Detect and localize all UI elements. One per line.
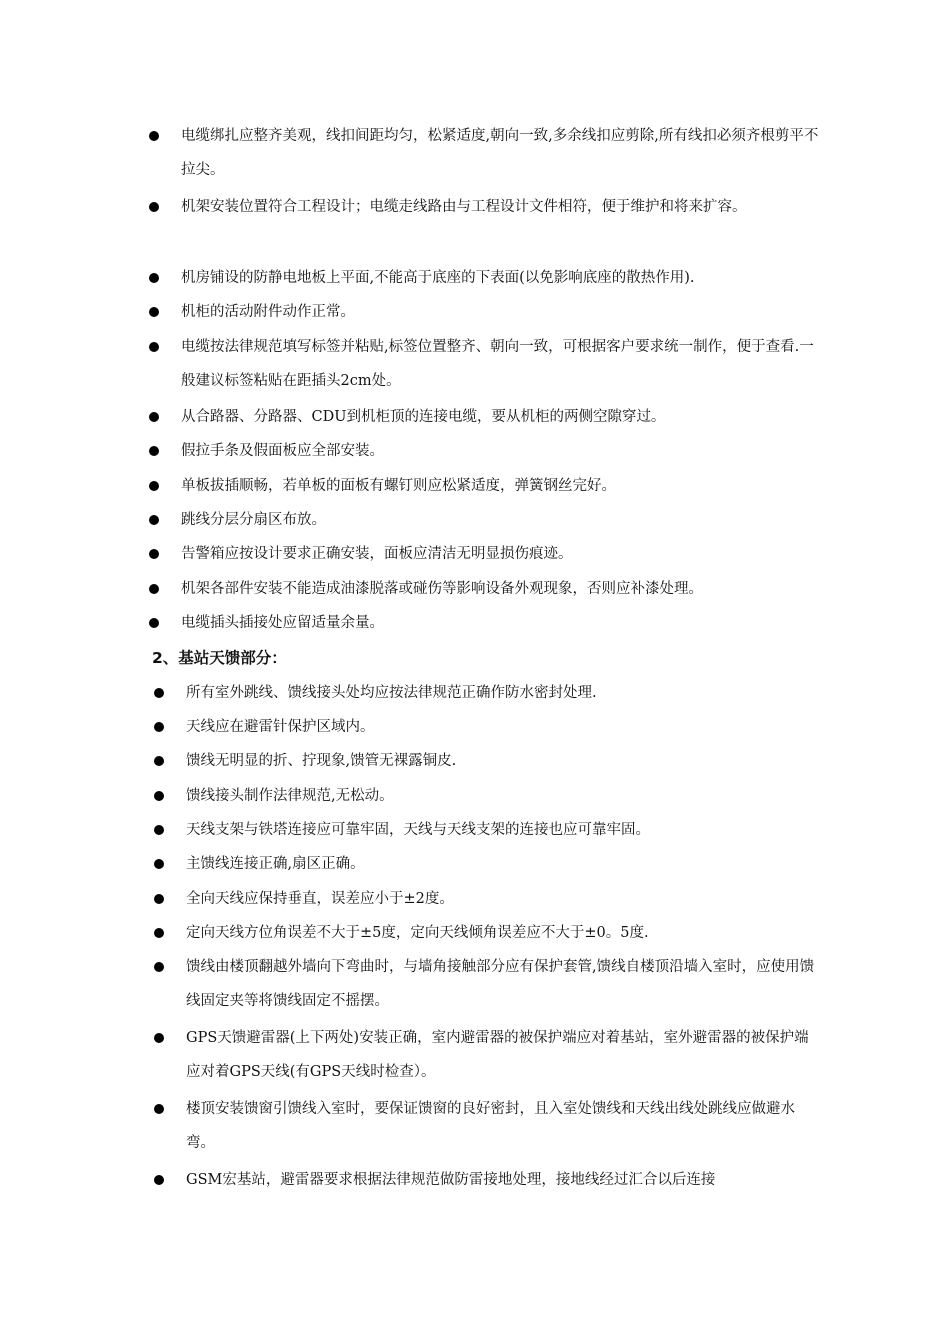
bullet-icon	[154, 894, 164, 904]
list-item	[186, 744, 816, 778]
bullet-icon	[154, 756, 164, 766]
bullet-icon	[149, 584, 159, 594]
list-item	[186, 779, 816, 813]
list-item	[181, 295, 821, 329]
list-item-text: 馈线接头制作法律规范,无松动。	[186, 788, 394, 804]
bullet-icon	[154, 1033, 164, 1043]
list-item-text: 从合路器、分路器、CDU到机柜顶的连接电缆，要从机柜的两侧空隙穿过。	[181, 409, 666, 425]
bullet-icon	[154, 722, 164, 732]
list-item	[181, 537, 821, 571]
list-item-text: 楼顶安装馈窗引馈线入室时，要保证馈窗的良好密封，且入室处馈线和天线出线处跳线应做避水弯。	[186, 1101, 795, 1151]
list-item	[181, 261, 821, 295]
list-item	[181, 190, 821, 224]
bullet-icon	[149, 515, 159, 525]
bullet-icon	[149, 618, 159, 628]
bullet-icon	[154, 1104, 164, 1114]
list-item	[181, 606, 821, 640]
list-item-text: 电缆按法律规范填写标签并粘贴,标签位置整齐、朝向一致，可根据客户要求统一制作，便于查看.一般建议标签粘贴在距插头2cm处。	[181, 339, 814, 389]
bullet-icon	[149, 446, 159, 456]
bullet-icon	[154, 688, 164, 698]
list-item-text: 电缆插头插接处应留适量余量。	[181, 615, 384, 631]
bullet-icon	[149, 273, 159, 283]
list-item	[186, 1092, 816, 1160]
list-item-text: 机房铺设的防静电地板上平面,不能高于底座的下表面(以免影响底座的散热作用).	[181, 270, 695, 286]
list-item	[186, 710, 816, 744]
list-item	[186, 1163, 816, 1197]
list-item	[186, 813, 816, 847]
bullet-icon	[149, 202, 159, 212]
list-item	[186, 847, 816, 881]
list-item-text: GSM宏基站，避雷器要求根据法律规范做防雷接地处理，接地线经过汇合以后连接	[186, 1172, 716, 1188]
list-item	[186, 676, 816, 710]
list-item-text: 天线支架与铁塔连接应可靠牢固，天线与天线支架的连接也应可靠牢固。	[186, 822, 650, 838]
list-item-text: 告警箱应按设计要求正确安装，面板应清洁无明显损伤痕迹。	[181, 546, 573, 562]
list-item	[186, 916, 816, 950]
bullet-icon	[154, 859, 164, 869]
bullet-icon	[149, 412, 159, 422]
bullet-icon	[154, 791, 164, 801]
list-item-text: 电缆绑扎应整齐美观，线扣间距均匀，松紧适度,朝向一致,多余线扣应剪除,所有线扣必须齐根剪平不拉尖。	[181, 128, 819, 178]
bullet-icon	[149, 481, 159, 491]
list-item-text: 天线应在避雷针保护区域内。	[186, 719, 375, 735]
list-item	[181, 330, 821, 398]
list-item	[181, 572, 821, 606]
list-item-text: 单板拔插顺畅，若单板的面板有螺钉则应松紧适度，弹簧钢丝完好。	[181, 478, 616, 494]
bullet-icon	[149, 549, 159, 559]
list-item	[181, 469, 821, 503]
bullet-icon	[154, 825, 164, 835]
list-item-text: 机架各部件安装不能造成油漆脱落或碰伤等影响设备外观现象，否则应补漆处理。	[181, 581, 703, 597]
list-item-text: 所有室外跳线、馈线接头处均应按法律规范正确作防水密封处理.	[186, 685, 597, 701]
list-item-text: 全向天线应保持垂直，误差应小于±2度。	[186, 891, 454, 907]
list-item-text: 主馈线连接正确,扇区正确。	[186, 856, 365, 872]
bullet-icon	[154, 928, 164, 938]
list-item-text: 机柜的活动附件动作正常。	[181, 304, 355, 320]
list-item-text: 机架安装位置符合工程设计；电缆走线路由与工程设计文件相符，便于维护和将来扩容。	[181, 199, 747, 215]
list-item-text: 馈线无明显的折、拧现象,馈管无裸露铜皮.	[186, 753, 457, 769]
list-item-text: 定向天线方位角误差不大于±5度，定向天线倾角误差应不大于±0。5度.	[186, 925, 649, 941]
list-item-text: GPS天馈避雷器(上下两处)安装正确，室内避雷器的被保护端应对着基站，室外避雷器的被保护端应对着GPS天线(有GPS天线时检查）。	[186, 1030, 809, 1080]
section-heading: 2、基站天馈部分：	[152, 649, 287, 667]
list-item	[186, 1021, 816, 1089]
list-item	[181, 400, 821, 434]
list-item-text: 假拉手条及假面板应全部安装。	[181, 443, 384, 459]
list-item	[181, 434, 821, 468]
list-item-text: 馈线由楼顶翻越外墙向下弯曲时，与墙角接触部分应有保护套管,馈线自楼顶沿墙入室时，应使用馈线固定夹等将馈线固定不摇摆。	[186, 959, 815, 1009]
bullet-icon	[154, 1175, 164, 1185]
bullet-icon	[149, 307, 159, 317]
list-item	[181, 119, 821, 187]
list-item	[186, 950, 816, 1018]
bullet-icon	[149, 131, 159, 141]
bullet-icon	[149, 342, 159, 352]
list-item-text: 跳线分层分扇区布放。	[181, 512, 326, 528]
list-item	[181, 503, 821, 537]
bullet-icon	[154, 962, 164, 972]
list-item	[186, 882, 816, 916]
